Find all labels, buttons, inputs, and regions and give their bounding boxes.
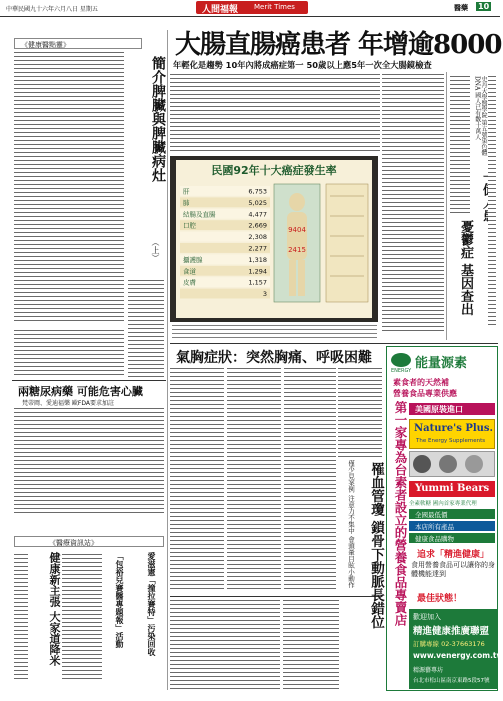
paper-name: 人間福報: [202, 5, 239, 15]
left-body-text-b: [128, 280, 164, 380]
chart-row-label: 皮膚: [183, 278, 196, 287]
ad-tagline-1: 素食者的天然補: [393, 378, 449, 387]
lead-body-text: [170, 74, 380, 154]
promo-strip-2: [409, 521, 495, 531]
ad-headline-vertical: 第一家專為台素者設立的營養食品專賣店: [393, 401, 408, 626]
chart-row-value: 5,025: [248, 198, 267, 207]
news-body-text-a: [62, 554, 102, 682]
chart-row-value: 2,277: [248, 244, 267, 253]
lead-subhead: 年輕化是趨勢 10年內將成癌症第一 50歲以上應5年一次全大腸鏡檢查: [173, 60, 432, 70]
bottom-body-text-a: [170, 600, 280, 692]
ad-recruit: 歡迎加入: [413, 613, 441, 621]
news-box-title: 《醫療資訊站》: [49, 539, 98, 547]
bottom-subhead: 僅少見案例 注意力不集中 會頭暈目眩小動作: [347, 460, 355, 588]
chart-row-value: 2,669: [248, 221, 267, 230]
ad-company: 精進健康推廣聯盟: [413, 626, 490, 637]
series-part: （上）: [151, 238, 160, 262]
chart-figure-2: 2415: [288, 246, 306, 254]
yummi-bears-name: Yummi Bears: [415, 483, 490, 494]
chart-figure-1: 9404: [288, 226, 306, 234]
left-body-text-c: [14, 330, 124, 376]
promo-2: 本店所有產品: [415, 523, 454, 531]
photo-caption-block: [172, 325, 377, 341]
depression-body-text: [450, 76, 470, 216]
natures-plus-logo: [409, 419, 495, 449]
energy-ad: [386, 346, 503, 691]
right-story-rule: [446, 72, 447, 340]
chart-row-bg: [180, 289, 270, 299]
chart-row-label: 攝護腺: [183, 255, 203, 264]
left-column-divider: [167, 30, 168, 690]
mid-body-text-a: [170, 368, 224, 592]
depression-subhead: 史丹大學醫學院 第五號染色體DNA 國人已有數十萬人: [473, 76, 487, 156]
ad-brand-en: ENERGY: [391, 368, 412, 374]
masthead-logo: [196, 1, 308, 14]
ad-origin-banner: [409, 403, 495, 415]
ad-product-thumb-2: [439, 455, 457, 473]
news-item-2: 「包裕兒賽醫專題報」活動: [115, 552, 125, 648]
ad-slogan-3: 最佳狀態！: [417, 594, 463, 604]
ad-footer: [409, 609, 503, 689]
mid-rule: [170, 343, 498, 344]
mid-body-text-b: [227, 368, 281, 592]
mid-body-text-c: [284, 368, 336, 592]
ad-logo-mark: [391, 353, 411, 367]
chart-row-value: 3: [262, 290, 267, 299]
body-figure-head: [289, 193, 305, 211]
masthead: [0, 0, 500, 16]
cancer-chart: [170, 156, 378, 322]
masthead-rule: [0, 16, 500, 17]
mid-headline: 氣胸症狀：突然胸痛、呼吸困難: [176, 350, 372, 366]
page-number: 10: [478, 2, 490, 11]
chart-row-label: 肺: [183, 198, 190, 207]
news-headline: 健康新主張 大家道降米: [48, 552, 61, 666]
chart-row-value: 4,477: [248, 210, 267, 219]
lead-body-text-right: [382, 74, 444, 332]
ad-phone: 訂購專線 02-37663176: [413, 640, 485, 648]
ad-product-thumb-1: [413, 455, 431, 473]
news-item-1: 愛滋憲「撞拉賽特」污染回收: [147, 552, 157, 656]
chart-row-label: 肝: [183, 187, 190, 196]
diabetes-body-text: [14, 408, 164, 516]
health-box-title: 《健康醫點靈》: [21, 41, 70, 49]
ad-tagline-2: 營養食品專業供應: [393, 389, 457, 398]
ad-address: 台北市松山區南京東路5段57號: [413, 678, 490, 684]
bottom-headline: 罹血管瓊 鎖骨下動脈長錯位: [368, 462, 384, 629]
mid-body-text-d: [338, 368, 382, 458]
diabetes-headline: 兩糖尿病藥 可能危害心臟: [18, 385, 143, 398]
depression-headline: 憂鬱症 基因查出: [458, 220, 473, 316]
depression-body-text-b: [488, 76, 496, 326]
body-figure-leg-left: [289, 260, 296, 296]
chart-side-panel: [326, 184, 368, 302]
ad-website[interactable]: www.venergy.com.tw: [413, 651, 503, 660]
promo-1: 全國最低價: [415, 511, 448, 519]
yummi-bears-sub: 全素軟糖 國內首家專業代理: [409, 501, 477, 507]
ad-slogan-2: 食用營養食品可以讓你的身體機能達到: [411, 561, 495, 578]
natures-plus-name: Nature's Plus.: [414, 423, 494, 434]
bottom-body-text-b: [283, 600, 339, 692]
ad-product-thumb-3: [465, 455, 483, 473]
lead-headline: 大腸直腸癌患者 年增逾8000: [175, 30, 502, 60]
news-body-text-b: [14, 554, 28, 682]
date-line: 中華民國九十六年六月八日 星期五: [6, 6, 98, 13]
section-name: 醫藥: [454, 4, 468, 12]
left-divider-1: [12, 380, 166, 381]
promo-3: 健康食品購物: [415, 535, 454, 543]
ad-origin: 美國原裝進口: [415, 405, 463, 414]
ad-brand: 能量源素: [415, 356, 468, 371]
ad-company-2: 精源藝專坊: [413, 667, 444, 674]
promo-strip-1: [409, 509, 495, 519]
chart-row-value: 1,157: [248, 278, 267, 287]
ad-slogan: 追求「精進健康」: [417, 550, 490, 560]
cancer-chart-photo: [170, 156, 378, 322]
health-box: [14, 38, 142, 49]
news-box: [14, 536, 164, 547]
chart-row-value: 1,294: [248, 267, 267, 276]
left-body-text-a: [14, 52, 124, 324]
chart-title: 民國92年十大癌症發生率: [211, 164, 337, 177]
chart-row-label: 結腸及直腸: [183, 210, 216, 219]
chart-row-value: 6,753: [248, 187, 267, 196]
natures-plus-sub: The Energy Supplements: [416, 438, 486, 444]
series-title: 簡介脾臟與脾臟病灶: [150, 56, 166, 182]
chart-row-label: 食道: [183, 267, 196, 276]
paper-name-en: Merit Times: [254, 3, 295, 11]
chart-row-label: 口腔: [183, 221, 196, 230]
promo-strip-3: [409, 533, 495, 543]
yummi-bears-banner: [409, 481, 495, 497]
chart-row-value: 2,308: [248, 233, 267, 242]
body-figure-leg-right: [298, 260, 305, 296]
diabetes-subhead: 梵蒂岡、愛迪福樂 歐FDA要求加註: [22, 400, 114, 407]
chart-row-value: 1,318: [248, 255, 267, 264]
